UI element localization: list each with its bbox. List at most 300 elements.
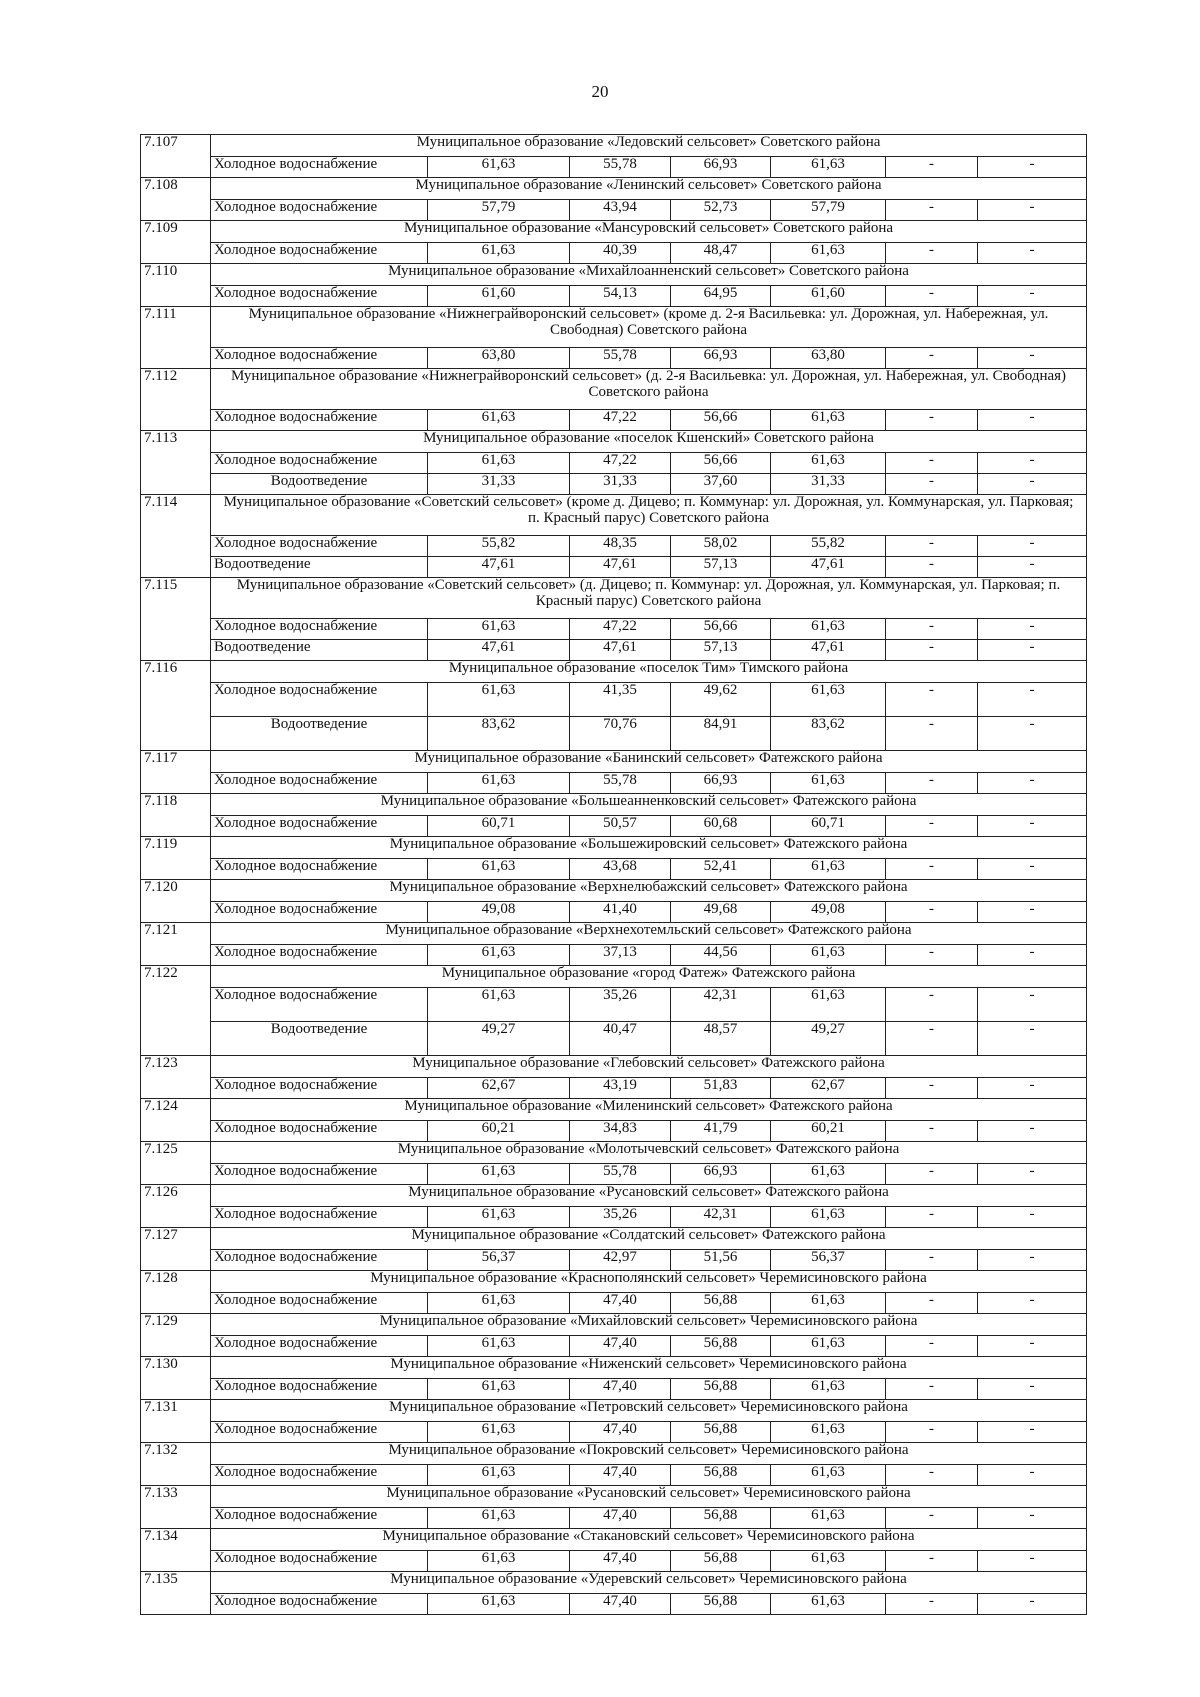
tariff-value: 49,08 bbox=[771, 902, 886, 923]
tariff-value: 61,63 bbox=[428, 1594, 570, 1615]
tariff-value: 61,63 bbox=[428, 619, 570, 640]
tariff-value: - bbox=[978, 1422, 1087, 1443]
tariff-value: 47,22 bbox=[570, 410, 671, 431]
section-code: 7.109 bbox=[141, 221, 211, 264]
tariff-value: - bbox=[978, 157, 1087, 178]
tariff-value: - bbox=[886, 1465, 978, 1486]
tariff-value: - bbox=[886, 286, 978, 307]
tariff-value: 42,31 bbox=[671, 988, 771, 1022]
tariff-value: 51,83 bbox=[671, 1078, 771, 1099]
tariff-row bbox=[141, 243, 1087, 264]
section-code: 7.115 bbox=[141, 578, 211, 661]
municipality-title: Муниципальное образование «Советский сельсовет» (кроме д. Дицево; п. Коммунар: ул. Дорожная, ул. Коммунарская, ул. Парковая; п. Красный парус) Советского района bbox=[211, 495, 1087, 536]
tariff-value: - bbox=[886, 200, 978, 221]
tariff-row bbox=[141, 536, 1087, 557]
tariff-value: 55,78 bbox=[570, 773, 671, 794]
tariff-row bbox=[141, 1551, 1087, 1572]
tariff-value: - bbox=[886, 410, 978, 431]
municipality-title: Муниципальное образование «Стакановский сельсовет» Черемисиновского района bbox=[211, 1529, 1087, 1551]
section-code: 7.113 bbox=[141, 431, 211, 495]
tariff-value: - bbox=[978, 859, 1087, 880]
tariff-value: - bbox=[886, 988, 978, 1022]
tariff-value: 61,63 bbox=[428, 988, 570, 1022]
section-code: 7.114 bbox=[141, 495, 211, 578]
tariff-value: 49,62 bbox=[671, 683, 771, 717]
tariff-value: - bbox=[886, 1078, 978, 1099]
tariff-value: 55,78 bbox=[570, 1164, 671, 1185]
tariff-value: 83,62 bbox=[428, 717, 570, 751]
tariff-value: 61,63 bbox=[428, 453, 570, 474]
service-name: Холодное водоснабжение bbox=[211, 1465, 428, 1486]
service-name: Холодное водоснабжение bbox=[211, 200, 428, 221]
tariff-value: 47,61 bbox=[771, 557, 886, 578]
section-code: 7.135 bbox=[141, 1572, 211, 1615]
tariff-value: - bbox=[978, 902, 1087, 923]
section-code: 7.112 bbox=[141, 369, 211, 431]
tariff-value: 84,91 bbox=[671, 717, 771, 751]
tariff-value: 70,76 bbox=[570, 717, 671, 751]
tariff-value: 48,57 bbox=[671, 1022, 771, 1056]
tariff-value: 57,13 bbox=[671, 557, 771, 578]
section-code: 7.108 bbox=[141, 178, 211, 221]
tariff-value: 61,63 bbox=[428, 1551, 570, 1572]
municipality-title: Муниципальное образование «Большеанненковский сельсовет» Фатежского района bbox=[211, 794, 1087, 816]
tariff-value: 56,88 bbox=[671, 1379, 771, 1400]
service-name: Холодное водоснабжение bbox=[211, 243, 428, 264]
section-code: 7.122 bbox=[141, 966, 211, 1056]
tariff-value: - bbox=[886, 1293, 978, 1314]
tariff-value: - bbox=[886, 773, 978, 794]
municipality-title: Муниципальное образование «Мансуровский сельсовет» Советского района bbox=[211, 221, 1087, 243]
tariff-value: - bbox=[886, 1207, 978, 1228]
tariff-value: 60,68 bbox=[671, 816, 771, 837]
section-code: 7.124 bbox=[141, 1099, 211, 1142]
municipality-row bbox=[141, 837, 1087, 859]
tariff-value: 61,63 bbox=[428, 410, 570, 431]
tariff-value: 51,56 bbox=[671, 1250, 771, 1271]
municipality-row bbox=[141, 880, 1087, 902]
tariff-value: 47,40 bbox=[570, 1379, 671, 1400]
municipality-row bbox=[141, 1314, 1087, 1336]
tariff-value: 61,63 bbox=[771, 1293, 886, 1314]
tariff-value: 61,63 bbox=[771, 945, 886, 966]
tariff-value: 57,13 bbox=[671, 640, 771, 661]
municipality-row bbox=[141, 369, 1087, 410]
tariff-row bbox=[141, 410, 1087, 431]
tariff-value: 61,63 bbox=[428, 1207, 570, 1228]
tariff-value: 61,63 bbox=[771, 1207, 886, 1228]
tariff-value: 40,47 bbox=[570, 1022, 671, 1056]
tariff-value: 55,82 bbox=[428, 536, 570, 557]
municipality-title: Муниципальное образование «город Фатеж» Фатежского района bbox=[211, 966, 1087, 988]
municipality-row bbox=[141, 178, 1087, 200]
municipality-row bbox=[141, 751, 1087, 773]
tariff-value: 61,63 bbox=[771, 243, 886, 264]
tariff-value: 61,63 bbox=[428, 1379, 570, 1400]
tariff-value: 47,40 bbox=[570, 1293, 671, 1314]
tariff-value: - bbox=[978, 1465, 1087, 1486]
tariff-value: 63,80 bbox=[771, 348, 886, 369]
tariff-value: - bbox=[978, 1379, 1087, 1400]
municipality-title: Муниципальное образование «Ниженский сельсовет» Черемисиновского района bbox=[211, 1357, 1087, 1379]
tariff-value: 63,80 bbox=[428, 348, 570, 369]
municipality-title: Муниципальное образование «Русановский сельсовет» Фатежского района bbox=[211, 1185, 1087, 1207]
tariff-value: 42,97 bbox=[570, 1250, 671, 1271]
tariff-value: - bbox=[978, 717, 1087, 751]
municipality-row bbox=[141, 495, 1087, 536]
tariff-row bbox=[141, 945, 1087, 966]
service-name: Холодное водоснабжение bbox=[211, 453, 428, 474]
tariff-row bbox=[141, 1022, 1087, 1056]
municipality-title: Муниципальное образование «Нижнеграйворонский сельсовет» (кроме д. 2-я Васильевка: ул. Дорожная, ул. Набережная, ул. Свободная) Советского района bbox=[211, 307, 1087, 348]
tariff-value: 56,88 bbox=[671, 1594, 771, 1615]
tariff-row bbox=[141, 773, 1087, 794]
tariff-row bbox=[141, 1164, 1087, 1185]
tariff-value: 61,63 bbox=[771, 988, 886, 1022]
tariff-row bbox=[141, 286, 1087, 307]
service-name: Холодное водоснабжение bbox=[211, 1379, 428, 1400]
service-name: Холодное водоснабжение bbox=[211, 773, 428, 794]
municipality-title: Муниципальное образование «Михайловский сельсовет» Черемисиновского района bbox=[211, 1314, 1087, 1336]
tariff-value: 55,78 bbox=[570, 157, 671, 178]
tariff-value: - bbox=[978, 1207, 1087, 1228]
municipality-title: Муниципальное образование «Советский сельсовет» (д. Дицево; п. Коммунар: ул. Дорожная, ул. Коммунарская, ул. Парковая; п. Красный парус) Советского района bbox=[211, 578, 1087, 619]
tariff-row bbox=[141, 1508, 1087, 1529]
tariff-value: 61,63 bbox=[428, 1422, 570, 1443]
tariff-value: - bbox=[886, 1121, 978, 1142]
municipality-row bbox=[141, 794, 1087, 816]
service-name: Холодное водоснабжение bbox=[211, 1422, 428, 1443]
municipality-title: Муниципальное образование «Молотычевский сельсовет» Фатежского района bbox=[211, 1142, 1087, 1164]
municipality-row bbox=[141, 135, 1087, 157]
tariff-value: 61,63 bbox=[428, 945, 570, 966]
tariff-row bbox=[141, 1379, 1087, 1400]
tariff-row bbox=[141, 1207, 1087, 1228]
tariff-value: - bbox=[886, 536, 978, 557]
tariff-value: - bbox=[978, 1250, 1087, 1271]
tariff-value: - bbox=[978, 1293, 1087, 1314]
tariff-value: - bbox=[886, 1508, 978, 1529]
service-name: Холодное водоснабжение bbox=[211, 1508, 428, 1529]
service-name: Холодное водоснабжение bbox=[211, 902, 428, 923]
tariff-value: 60,71 bbox=[771, 816, 886, 837]
municipality-title: Муниципальное образование «Банинский сельсовет» Фатежского района bbox=[211, 751, 1087, 773]
municipality-row bbox=[141, 1099, 1087, 1121]
tariff-value: 35,26 bbox=[570, 1207, 671, 1228]
tariff-value: 56,88 bbox=[671, 1551, 771, 1572]
tariff-value: - bbox=[978, 453, 1087, 474]
municipality-row bbox=[141, 1142, 1087, 1164]
tariff-value: 49,27 bbox=[428, 1022, 570, 1056]
tariff-value: 43,68 bbox=[570, 859, 671, 880]
tariff-value: 47,61 bbox=[428, 640, 570, 661]
municipality-row bbox=[141, 966, 1087, 988]
tariff-row bbox=[141, 816, 1087, 837]
tariff-value: - bbox=[886, 1022, 978, 1056]
municipality-row bbox=[141, 431, 1087, 453]
tariff-value: 61,63 bbox=[771, 1508, 886, 1529]
municipality-title: Муниципальное образование «Солдатский сельсовет» Фатежского района bbox=[211, 1228, 1087, 1250]
tariff-value: 64,95 bbox=[671, 286, 771, 307]
tariff-value: - bbox=[978, 1594, 1087, 1615]
municipality-row bbox=[141, 221, 1087, 243]
tariff-value: 61,63 bbox=[771, 859, 886, 880]
tariff-value: 61,63 bbox=[771, 773, 886, 794]
tariff-value: 47,61 bbox=[428, 557, 570, 578]
municipality-row bbox=[141, 661, 1087, 683]
tariff-value: 61,63 bbox=[428, 157, 570, 178]
tariff-value: 56,37 bbox=[428, 1250, 570, 1271]
tariff-value: - bbox=[978, 1022, 1087, 1056]
municipality-title: Муниципальное образование «поселок Кшенский» Советского района bbox=[211, 431, 1087, 453]
tariff-value: - bbox=[978, 243, 1087, 264]
tariff-value: - bbox=[886, 1379, 978, 1400]
tariff-value: - bbox=[978, 1336, 1087, 1357]
tariff-value: 54,13 bbox=[570, 286, 671, 307]
tariff-value: 47,40 bbox=[570, 1508, 671, 1529]
tariff-value: 47,22 bbox=[570, 453, 671, 474]
tariff-value: - bbox=[886, 1594, 978, 1615]
tariff-row bbox=[141, 1336, 1087, 1357]
tariff-value: 47,40 bbox=[570, 1594, 671, 1615]
tariff-value: 49,27 bbox=[771, 1022, 886, 1056]
tariff-value: - bbox=[886, 474, 978, 495]
tariff-row bbox=[141, 1078, 1087, 1099]
service-name: Холодное водоснабжение bbox=[211, 1121, 428, 1142]
tariff-value: 47,40 bbox=[570, 1551, 671, 1572]
municipality-row bbox=[141, 264, 1087, 286]
tariff-value: - bbox=[886, 1336, 978, 1357]
tariff-value: 48,47 bbox=[671, 243, 771, 264]
tariff-value: 61,63 bbox=[771, 1164, 886, 1185]
tariff-value: 61,63 bbox=[771, 1422, 886, 1443]
tariff-value: 47,40 bbox=[570, 1336, 671, 1357]
tariff-value: - bbox=[978, 945, 1087, 966]
tariff-value: 61,63 bbox=[771, 1336, 886, 1357]
service-name: Холодное водоснабжение bbox=[211, 1594, 428, 1615]
tariff-value: - bbox=[978, 1164, 1087, 1185]
tariff-value: 47,61 bbox=[570, 640, 671, 661]
municipality-row bbox=[141, 1185, 1087, 1207]
tariff-value: 66,93 bbox=[671, 348, 771, 369]
tariff-row bbox=[141, 1594, 1087, 1615]
section-code: 7.127 bbox=[141, 1228, 211, 1271]
municipality-title: Муниципальное образование «Покровский сельсовет» Черемисиновского района bbox=[211, 1443, 1087, 1465]
section-code: 7.129 bbox=[141, 1314, 211, 1357]
service-name: Холодное водоснабжение bbox=[211, 157, 428, 178]
tariff-value: 61,63 bbox=[771, 1594, 886, 1615]
tariff-value: 57,79 bbox=[428, 200, 570, 221]
service-name: Водоотведение bbox=[211, 1022, 428, 1056]
municipality-row bbox=[141, 1572, 1087, 1594]
tariff-value: - bbox=[978, 557, 1087, 578]
tariff-value: - bbox=[886, 348, 978, 369]
tariff-value: 47,40 bbox=[570, 1465, 671, 1486]
tariff-row bbox=[141, 902, 1087, 923]
tariff-value: 57,79 bbox=[771, 200, 886, 221]
tariff-value: 37,60 bbox=[671, 474, 771, 495]
tariff-value: - bbox=[978, 683, 1087, 717]
tariff-row bbox=[141, 1465, 1087, 1486]
tariff-value: - bbox=[978, 474, 1087, 495]
municipality-row bbox=[141, 307, 1087, 348]
tariff-row bbox=[141, 988, 1087, 1022]
tariff-table bbox=[140, 134, 1087, 1615]
section-code: 7.121 bbox=[141, 923, 211, 966]
tariff-value: - bbox=[886, 557, 978, 578]
tariff-row bbox=[141, 1121, 1087, 1142]
tariff-row bbox=[141, 717, 1087, 751]
section-code: 7.134 bbox=[141, 1529, 211, 1572]
municipality-title: Муниципальное образование «Большежировский сельсовет» Фатежского района bbox=[211, 837, 1087, 859]
tariff-value: 61,63 bbox=[771, 1379, 886, 1400]
service-name: Холодное водоснабжение bbox=[211, 816, 428, 837]
service-name: Водоотведение bbox=[211, 640, 428, 661]
tariff-value: 35,26 bbox=[570, 988, 671, 1022]
tariff-value: 56,66 bbox=[671, 619, 771, 640]
tariff-value: 55,78 bbox=[570, 348, 671, 369]
municipality-title: Муниципальное образование «Верхнелюбажский сельсовет» Фатежского района bbox=[211, 880, 1087, 902]
tariff-row bbox=[141, 859, 1087, 880]
tariff-row bbox=[141, 474, 1087, 495]
section-code: 7.133 bbox=[141, 1486, 211, 1529]
tariff-value: 56,37 bbox=[771, 1250, 886, 1271]
municipality-title: Муниципальное образование «поселок Тим» Тимского района bbox=[211, 661, 1087, 683]
service-name: Холодное водоснабжение bbox=[211, 619, 428, 640]
tariff-row bbox=[141, 1293, 1087, 1314]
service-name: Холодное водоснабжение bbox=[211, 1293, 428, 1314]
tariff-value: - bbox=[978, 286, 1087, 307]
tariff-value: 62,67 bbox=[771, 1078, 886, 1099]
tariff-value: 61,63 bbox=[428, 859, 570, 880]
municipality-row bbox=[141, 923, 1087, 945]
tariff-value: - bbox=[886, 902, 978, 923]
service-name: Холодное водоснабжение bbox=[211, 945, 428, 966]
tariff-value: - bbox=[978, 988, 1087, 1022]
service-name: Холодное водоснабжение bbox=[211, 1078, 428, 1099]
section-code: 7.117 bbox=[141, 751, 211, 794]
tariff-value: - bbox=[886, 859, 978, 880]
tariff-value: 56,66 bbox=[671, 453, 771, 474]
tariff-row bbox=[141, 200, 1087, 221]
tariff-value: 56,88 bbox=[671, 1422, 771, 1443]
tariff-value: 61,60 bbox=[428, 286, 570, 307]
service-name: Холодное водоснабжение bbox=[211, 1207, 428, 1228]
municipality-title: Муниципальное образование «Удеревский сельсовет» Черемисиновского района bbox=[211, 1572, 1087, 1594]
tariff-value: 61,63 bbox=[428, 1465, 570, 1486]
section-code: 7.131 bbox=[141, 1400, 211, 1443]
service-name: Холодное водоснабжение bbox=[211, 410, 428, 431]
municipality-title: Муниципальное образование «Верхнехотемльский сельсовет» Фатежского района bbox=[211, 923, 1087, 945]
tariff-value: 43,19 bbox=[570, 1078, 671, 1099]
tariff-value: - bbox=[978, 1078, 1087, 1099]
section-code: 7.125 bbox=[141, 1142, 211, 1185]
tariff-value: - bbox=[978, 640, 1087, 661]
municipality-title: Муниципальное образование «Миленинский сельсовет» Фатежского района bbox=[211, 1099, 1087, 1121]
tariff-value: - bbox=[978, 410, 1087, 431]
section-code: 7.119 bbox=[141, 837, 211, 880]
tariff-value: - bbox=[978, 536, 1087, 557]
tariff-value: 47,22 bbox=[570, 619, 671, 640]
service-name: Водоотведение bbox=[211, 717, 428, 751]
tariff-value: - bbox=[978, 816, 1087, 837]
tariff-value: - bbox=[886, 157, 978, 178]
tariff-value: 37,13 bbox=[570, 945, 671, 966]
municipality-title: Муниципальное образование «Русановский сельсовет» Черемисиновского района bbox=[211, 1486, 1087, 1508]
tariff-value: 61,63 bbox=[428, 683, 570, 717]
tariff-value: 61,63 bbox=[771, 453, 886, 474]
tariff-value: - bbox=[886, 1164, 978, 1185]
service-name: Холодное водоснабжение bbox=[211, 988, 428, 1022]
tariff-value: 66,93 bbox=[671, 157, 771, 178]
tariff-value: 56,66 bbox=[671, 410, 771, 431]
tariff-value: - bbox=[978, 1551, 1087, 1572]
tariff-value: 61,63 bbox=[771, 683, 886, 717]
tariff-value: - bbox=[886, 453, 978, 474]
tariff-value: 61,63 bbox=[771, 619, 886, 640]
tariff-value: - bbox=[886, 1422, 978, 1443]
section-code: 7.123 bbox=[141, 1056, 211, 1099]
service-name: Холодное водоснабжение bbox=[211, 1551, 428, 1572]
tariff-value: 41,79 bbox=[671, 1121, 771, 1142]
tariff-value: 43,94 bbox=[570, 200, 671, 221]
tariff-value: 49,68 bbox=[671, 902, 771, 923]
service-name: Холодное водоснабжение bbox=[211, 536, 428, 557]
service-name: Холодное водоснабжение bbox=[211, 859, 428, 880]
municipality-title: Муниципальное образование «Петровский сельсовет» Черемисиновского района bbox=[211, 1400, 1087, 1422]
tariff-value: 61,60 bbox=[771, 286, 886, 307]
service-name: Водоотведение bbox=[211, 557, 428, 578]
tariff-value: 41,35 bbox=[570, 683, 671, 717]
municipality-row bbox=[141, 1228, 1087, 1250]
municipality-title: Муниципальное образование «Глебовский сельсовет» Фатежского района bbox=[211, 1056, 1087, 1078]
tariff-value: 61,63 bbox=[428, 243, 570, 264]
tariff-value: 83,62 bbox=[771, 717, 886, 751]
tariff-row bbox=[141, 557, 1087, 578]
tariff-value: 66,93 bbox=[671, 773, 771, 794]
tariff-value: 61,63 bbox=[771, 410, 886, 431]
tariff-value: 31,33 bbox=[428, 474, 570, 495]
tariff-value: 62,67 bbox=[428, 1078, 570, 1099]
tariff-value: 61,63 bbox=[771, 157, 886, 178]
section-code: 7.126 bbox=[141, 1185, 211, 1228]
tariff-value: - bbox=[978, 348, 1087, 369]
section-code: 7.118 bbox=[141, 794, 211, 837]
section-code: 7.132 bbox=[141, 1443, 211, 1486]
tariff-value: 31,33 bbox=[771, 474, 886, 495]
tariff-value: 40,39 bbox=[570, 243, 671, 264]
municipality-row bbox=[141, 1357, 1087, 1379]
service-name: Холодное водоснабжение bbox=[211, 286, 428, 307]
tariff-value: 49,08 bbox=[428, 902, 570, 923]
service-name: Холодное водоснабжение bbox=[211, 1250, 428, 1271]
tariff-value: - bbox=[886, 1250, 978, 1271]
tariff-value: - bbox=[886, 816, 978, 837]
tariff-value: 61,63 bbox=[428, 1293, 570, 1314]
municipality-row bbox=[141, 1056, 1087, 1078]
section-code: 7.111 bbox=[141, 307, 211, 369]
municipality-title: Муниципальное образование «Ледовский сельсовет» Советского района bbox=[211, 135, 1087, 157]
tariff-row bbox=[141, 619, 1087, 640]
municipality-title: Муниципальное образование «Ленинский сельсовет» Советского района bbox=[211, 178, 1087, 200]
municipality-row bbox=[141, 1443, 1087, 1465]
tariff-row bbox=[141, 453, 1087, 474]
tariff-value: 66,93 bbox=[671, 1164, 771, 1185]
tariff-value: 50,57 bbox=[570, 816, 671, 837]
tariff-value: 56,88 bbox=[671, 1508, 771, 1529]
municipality-row bbox=[141, 1486, 1087, 1508]
tariff-value: 61,63 bbox=[771, 1551, 886, 1572]
